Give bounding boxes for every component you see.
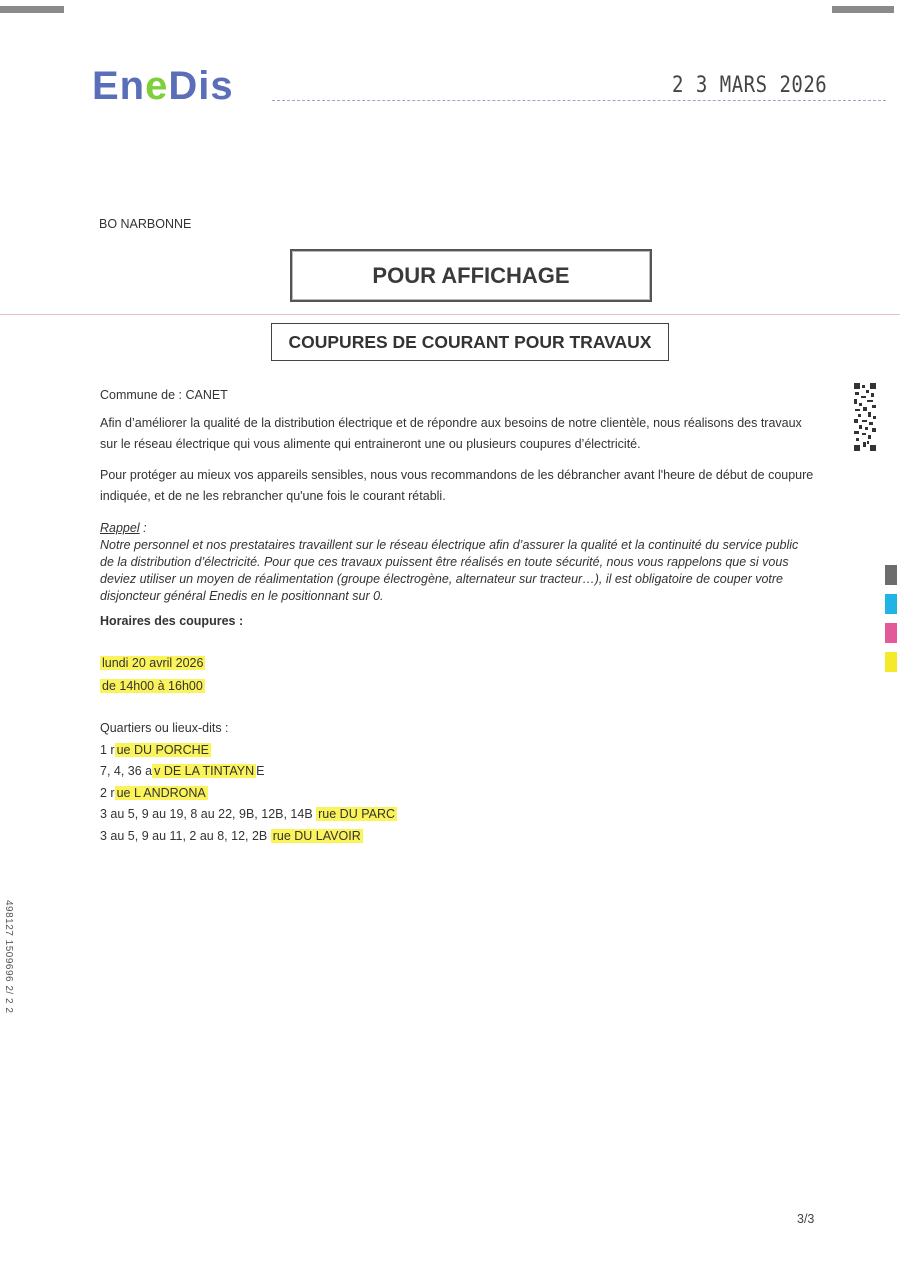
paragraph-intro — [100, 413, 820, 455]
scan-artifact-left — [0, 6, 64, 13]
street-item: 3 au 5, 9 au 11, 2 au 8, 12, 2B rue DU LAVOIR — [100, 828, 361, 843]
horaire-date: lundi 20 avril 2026 — [102, 656, 204, 670]
street-item: 1 r ue DU PORCHE — [100, 742, 209, 757]
quartiers-block — [100, 718, 820, 847]
subtitle-text: COUPURES DE COURANT POUR TRAVAUX — [288, 331, 652, 352]
rappel-line: Notre personnel et nos prestataires travaillent sur le réseau électrique afin d’assurer la qualité et la continuité du service public — [100, 538, 799, 552]
paragraph-protection-line-1: Pour protéger au mieux vos appareils sensibles, nous vous recommandons de les débrancher avant l'heure de début de coupure — [100, 468, 814, 482]
commune: Commune de : CANET — [100, 388, 228, 402]
side-reference: 498127 1509696 2/ 2 2 — [3, 900, 14, 1014]
calibration-magenta — [885, 623, 897, 643]
enedis-logo: EneDis — [92, 64, 234, 108]
paragraph-protection-line-2: indiquée, et de ne les rebrancher qu'une fois le courant rétabli. — [100, 489, 446, 503]
rappel-heading: Rappel : — [100, 521, 147, 535]
rappel-line: deviez utiliser un moyen de réalimentation (groupe électrogène, alternateur sur tracteur…), il est obligatoire de couper votre — [100, 572, 784, 586]
rappel-label: Rappel — [100, 521, 140, 535]
header-divider — [272, 100, 886, 101]
rappel-line: disjoncteur général Enedis en le positionnant sur 0. — [100, 589, 384, 603]
street-item: 2 r ue L ANDRONA — [100, 785, 206, 800]
paragraph-intro-line-1: Afin d’améliorer la qualité de la distribution électrique et de répondre aux besoins de notre clientèle, nous réalisons des travaux — [100, 416, 802, 430]
calibration-yellow — [885, 652, 897, 672]
quartiers-title: Quartiers ou lieux-dits : — [100, 721, 229, 735]
rappel-line: de la distribution d’électricité. Pour que ces travaux puissent être réalisés en toute sécurité, nous vous rappelons que si vous — [100, 555, 789, 569]
horaires-block — [100, 652, 820, 698]
scan-artifact-right — [832, 6, 894, 13]
date-stamp: 2 3 MARS 2026 — [672, 72, 828, 98]
paragraph-protection — [100, 465, 820, 507]
rappel-block — [100, 520, 820, 605]
office-name: BO NARBONNE — [99, 217, 192, 231]
paragraph-intro-line-2: sur le réseau électrique qui vous alimente qui entraineront une ou plusieurs coupures d’électricité. — [100, 437, 641, 451]
page-number: 3/3 — [797, 1212, 815, 1226]
horaire-time: de 14h00 à 16h00 — [102, 679, 203, 693]
street-item: 7, 4, 36 a v DE LA TINTAYN E — [100, 764, 265, 778]
page-rule — [0, 314, 900, 315]
title-box — [290, 249, 652, 302]
qr-code — [853, 382, 877, 452]
calibration-gray — [885, 565, 897, 585]
subtitle-box — [271, 323, 669, 361]
calibration-cyan — [885, 594, 897, 614]
horaires-title: Horaires des coupures : — [100, 614, 244, 628]
title-text: POUR AFFICHAGE — [372, 262, 570, 288]
street-item: 3 au 5, 9 au 19, 8 au 22, 9B, 12B, 14B rue DU PARC — [100, 807, 396, 821]
